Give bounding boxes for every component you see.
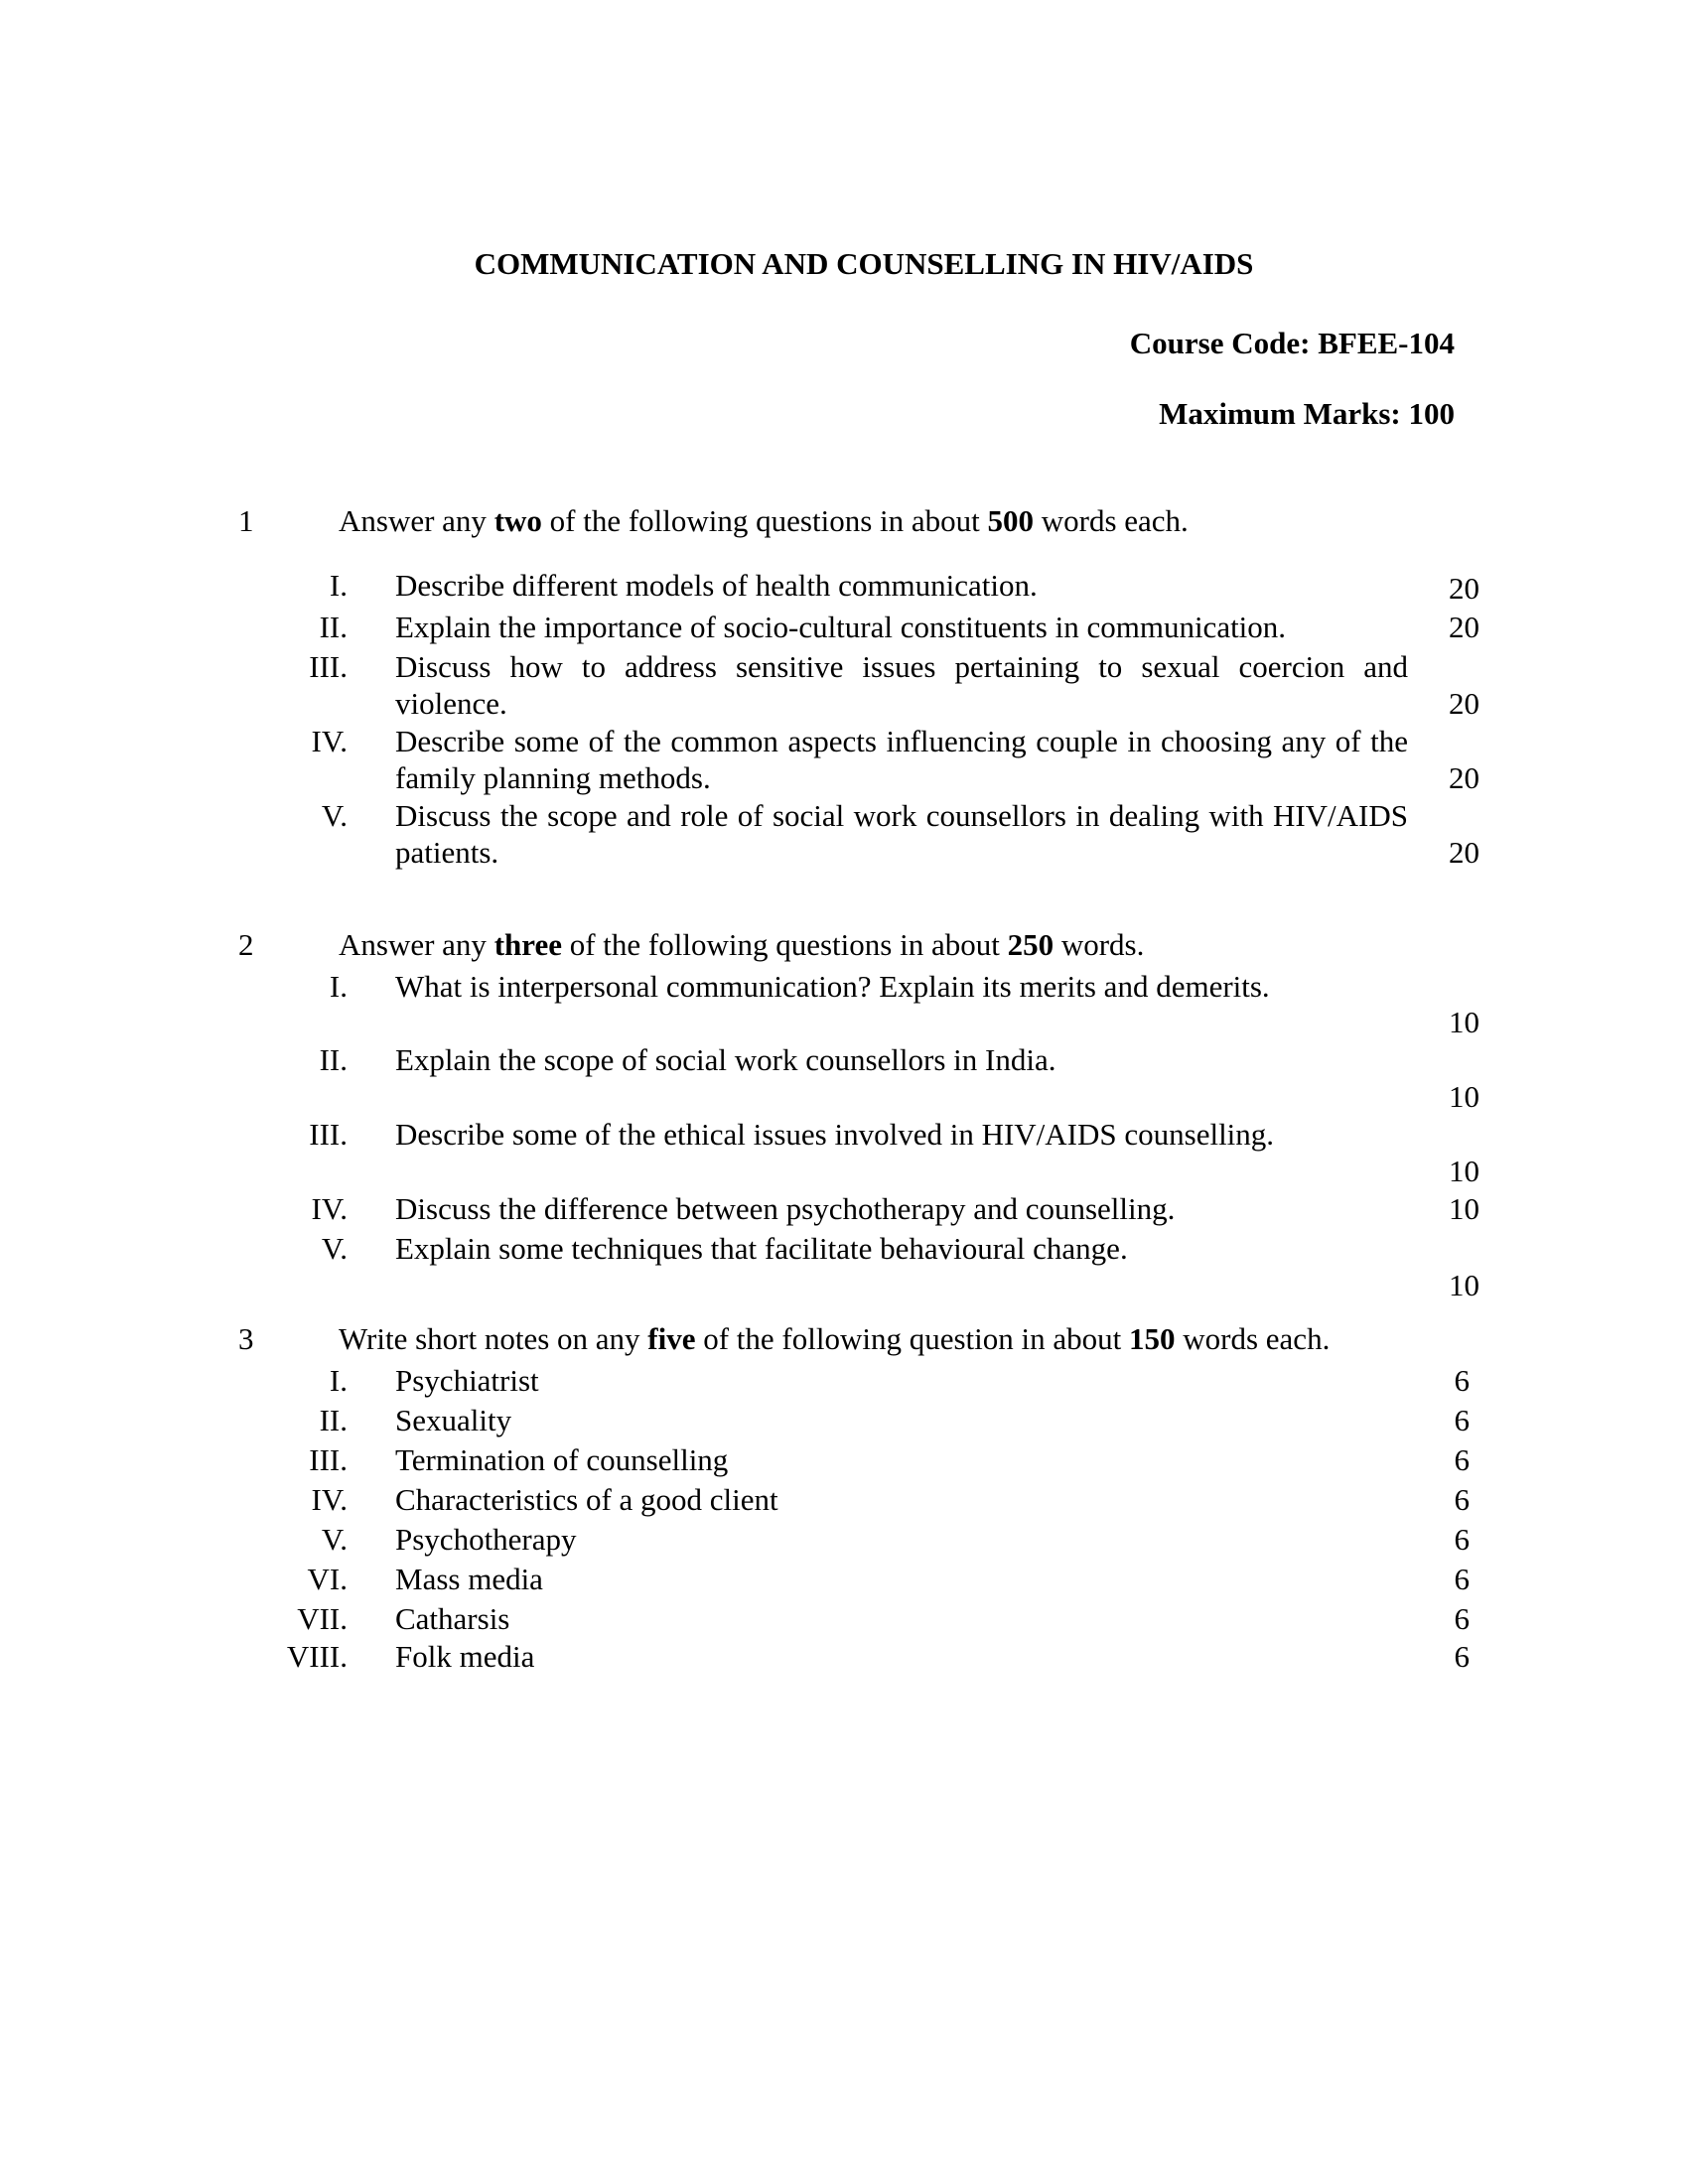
question-marks: 6 (1454, 1562, 1470, 1596)
question-text: Characteristics of a good client (395, 1482, 778, 1517)
section-number: 3 (238, 1321, 254, 1356)
item-roman: VI. (307, 1562, 348, 1596)
paper-title: COMMUNICATION AND COUNSELLING IN HIV/AIDS (474, 246, 1254, 281)
item-roman: V. (321, 798, 348, 833)
question-text: Psychiatrist (395, 1363, 539, 1398)
item-roman: IV. (311, 724, 348, 758)
question-text: Explain the scope of social work counsellors in India. (395, 1042, 1056, 1077)
question-text: Describe some of the ethical issues involved in HIV/AIDS counselling. (395, 1117, 1275, 1152)
question-marks: 6 (1454, 1442, 1470, 1477)
question-marks: 10 (1449, 1079, 1479, 1114)
question-marks: 20 (1449, 835, 1479, 870)
question-text: What is interpersonal communication? Explain its merits and demerits. (395, 969, 1270, 1004)
item-roman: VII. (297, 1601, 348, 1636)
item-roman: III. (309, 649, 348, 684)
question-text: Discuss the scope and role of social work counsellors in dealing with HIV/AIDS patients. (395, 798, 1408, 870)
item-roman: IV. (311, 1482, 348, 1517)
item-roman: III. (309, 1442, 348, 1477)
question-marks: 20 (1449, 571, 1479, 606)
question-text: Psychotherapy (395, 1522, 577, 1557)
item-roman: III. (309, 1117, 348, 1152)
question-marks: 6 (1454, 1522, 1470, 1557)
question-text: Mass media (395, 1562, 543, 1596)
question-marks: 10 (1449, 1005, 1479, 1039)
question-text: Sexuality (395, 1403, 512, 1437)
question-marks: 6 (1454, 1363, 1470, 1398)
item-roman: IV. (311, 1191, 348, 1226)
question-marks: 10 (1449, 1154, 1479, 1188)
section-instruction: Answer any two of the following questions in about 500 words each. (339, 503, 1189, 538)
section-number: 1 (238, 503, 254, 538)
question-marks: 20 (1449, 610, 1479, 644)
question-marks: 10 (1449, 1268, 1479, 1302)
question-marks: 6 (1454, 1482, 1470, 1517)
question-marks: 10 (1449, 1191, 1479, 1226)
item-roman: V. (321, 1231, 348, 1266)
section-instruction: Write short notes on any five of the following question in about 150 words each. (339, 1321, 1331, 1356)
section-instruction: Answer any three of the following questions in about 250 words. (339, 927, 1145, 962)
section-number: 2 (238, 927, 254, 962)
course-code: Course Code: BFEE-104 (1129, 326, 1455, 360)
question-marks: 6 (1454, 1601, 1470, 1636)
question-text: Folk media (395, 1639, 535, 1674)
question-text: Explain the importance of socio-cultural constituents in communication. (395, 610, 1287, 644)
question-text: Discuss how to address sensitive issues pertaining to sexual coercion and violence. (395, 649, 1408, 721)
question-marks: 20 (1449, 760, 1479, 795)
item-roman: II. (319, 1403, 348, 1437)
item-roman: VIII. (286, 1639, 348, 1674)
question-text: Describe some of the common aspects influencing couple in choosing any of the family planning methods. (395, 724, 1408, 795)
question-text: Catharsis (395, 1601, 510, 1636)
item-roman: I. (329, 568, 348, 603)
question-marks: 6 (1454, 1403, 1470, 1437)
question-marks: 6 (1454, 1639, 1470, 1674)
item-roman: II. (319, 1042, 348, 1077)
item-roman: II. (319, 610, 348, 644)
item-roman: I. (329, 1363, 348, 1398)
question-text: Describe different models of health communication. (395, 568, 1038, 603)
item-roman: V. (321, 1522, 348, 1557)
question-text: Explain some techniques that facilitate behavioural change. (395, 1231, 1128, 1266)
maximum-marks: Maximum Marks: 100 (1159, 396, 1455, 431)
question-marks: 20 (1449, 686, 1479, 721)
question-text: Discuss the difference between psychotherapy and counselling. (395, 1191, 1176, 1226)
item-roman: I. (329, 969, 348, 1004)
question-text: Termination of counselling (395, 1442, 729, 1477)
